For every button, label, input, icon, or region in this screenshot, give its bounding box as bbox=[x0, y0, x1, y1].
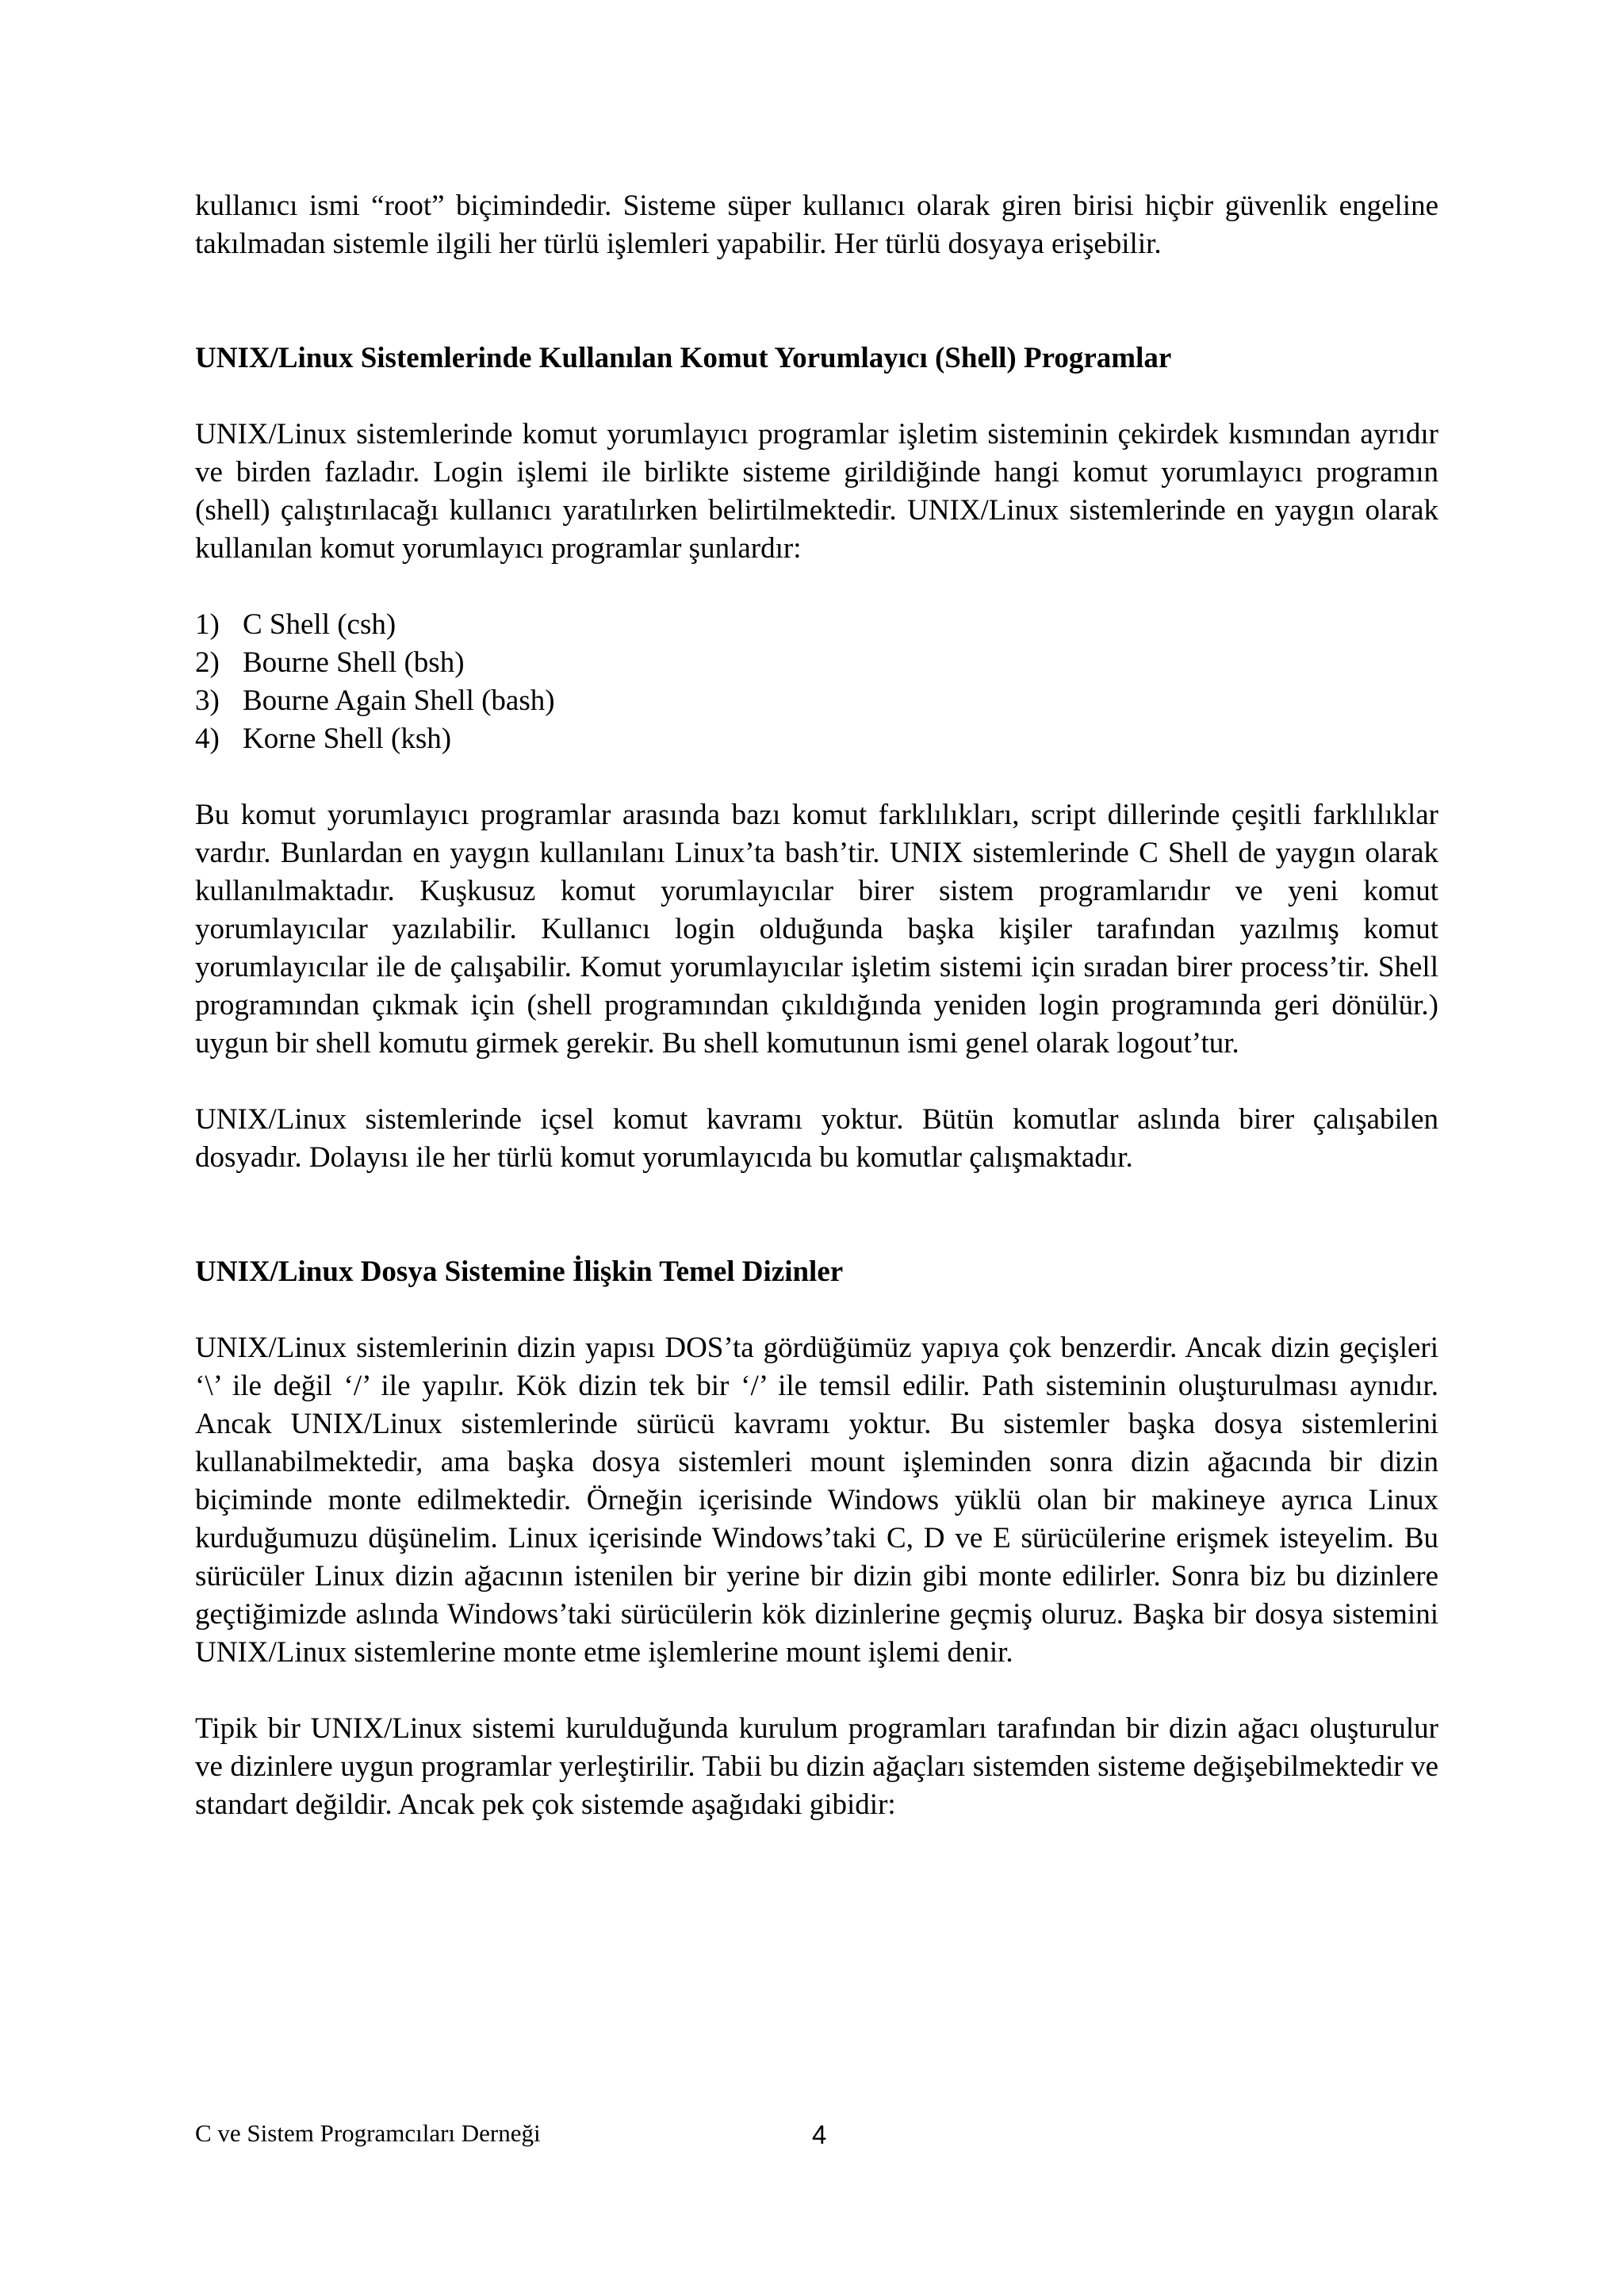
shell-paragraph-3: UNIX/Linux sistemlerinde içsel komut kavramı yoktur. Bütün komutlar aslında birer çalışabilen dosyadır. Dolayısı ile her türlü komut yorumlayıcıda bu komutlar çalışmaktadır. bbox=[195, 1103, 1438, 1174]
directories-paragraph-1: UNIX/Linux sistemlerinin dizin yapısı DOS’ta gördüğümüz yapıya çok benzerdir. Ancak dizin geçişleri ‘\’ ile değil ‘/’ ile yapılır. Kök dizin tek bir ‘/’ ile temsil edilir. Path sisteminin oluşturulması aynıdır. Ancak UNIX/Linux sistemlerinde sürücü kavramı yoktur. Bu sistemler başka dosya sistemlerini kullanabilmektedir, ama başka dosya sistemleri mount işleminden sonra dizin ağacında bir dizin biçiminde monte edilmektedir. Örneğin içerisinde Windows yüklü olan bir makineye ayrıca Linux kurduğumuzu düşünelim. Linux içerisinde Windows’taki C, D ve E sürücülerine erişmek isteyelim. Bu sürücüler Linux dizin ağacının istenilen bir yerine bir dizin gibi monte edilirler. Sonra biz bu dizinlere geçtiğimizde aslında Windows’taki sürücülerin kök dizinlerine geçmiş oluruz. Başka bir dosya sistemini UNIX/Linux sistemlerine monte etme işlemlerine mount işlemi denir. bbox=[195, 1332, 1438, 1669]
footer-organization: C ve Sistem Programcıları Derneği bbox=[195, 2119, 541, 2147]
list-item bbox=[195, 720, 1438, 758]
list-item-number: 1) bbox=[195, 608, 220, 641]
shell-paragraph-2: Bu komut yorumlayıcı programlar arasında bazı komut farklılıkları, script dillerinde çeşitli farklılıklar vardır. Bunlardan en yaygın kullanılanı Linux’ta bash’tir. UNIX sistemlerinde C Shell de yaygın olarak kullanılmaktadır. Kuşkusuz komut yorumlayıcılar birer sistem programlarıdır ve yeni komut yorumlayıcılar yazılabilir. Kullanıcı login olduğunda başka kişiler tarafından yazılmış komut yorumlayıcılar ile de çalışabilir. Komut yorumlayıcılar işletim sistemi için sıradan birer process’tir. Shell programından çıkmak için (shell programından çıkıldığında yeniden login programında geri dönülür.) uygun bir shell komutu girmek gerekir. Bu shell komutunun ismi genel olarak logout’tur. bbox=[195, 799, 1438, 1060]
section-heading-shell: UNIX/Linux Sistemlerinde Kullanılan Komut Yorumlayıcı (Shell) Programlar bbox=[195, 342, 1172, 374]
page-number: 4 bbox=[812, 2120, 827, 2149]
directories-paragraph-2: Tipik bir UNIX/Linux sistemi kurulduğunda kurulum programları tarafından bir dizin ağacı oluşturulur ve dizinlere uygun programlar yerleştirilir. Tabii bu dizin ağaçları sistemden sisteme değişebilmektedir ve standart değildir. Ancak pek çok sistemde aşağıdaki gibidir: bbox=[195, 1712, 1438, 1821]
list-item bbox=[195, 606, 1438, 644]
document-body bbox=[195, 187, 1438, 1824]
list-item bbox=[195, 644, 1438, 682]
shell-list bbox=[195, 606, 1438, 758]
list-item-text: Bourne Shell (bsh) bbox=[243, 646, 465, 679]
list-item-number: 4) bbox=[195, 723, 220, 755]
shell-paragraph-1: UNIX/Linux sistemlerinde komut yorumlayıcı programlar işletim sisteminin çekirdek kısmından ayrıdır ve birden fazladır. Login işlemi ile birlikte sisteme girildiğinde hangi komut yorumlayıcı programın (shell) çalıştırılacağı kullanıcı yaratılırken belirtilmektedir. UNIX/Linux sistemlerinde en yaygın olarak kullanılan komut yorumlayıcı programlar şunlardır: bbox=[195, 418, 1438, 565]
list-item-text: C Shell (csh) bbox=[243, 608, 396, 641]
list-item-number: 2) bbox=[195, 646, 220, 679]
intro-paragraph: kullanıcı ismi “root” biçimindedir. Sisteme süper kullanıcı olarak giren birisi hiçbir güvenlik engeline takılmadan sistemle ilgili her türlü işlemleri yapabilir. Her türlü dosyaya erişebilir. bbox=[195, 190, 1438, 260]
list-item-text: Bourne Again Shell (bash) bbox=[243, 684, 555, 717]
list-item bbox=[195, 682, 1438, 720]
list-item-number: 3) bbox=[195, 684, 220, 717]
section-heading-directories: UNIX/Linux Dosya Sistemine İlişkin Temel Dizinler bbox=[195, 1255, 844, 1288]
list-item-text: Korne Shell (ksh) bbox=[243, 723, 452, 755]
